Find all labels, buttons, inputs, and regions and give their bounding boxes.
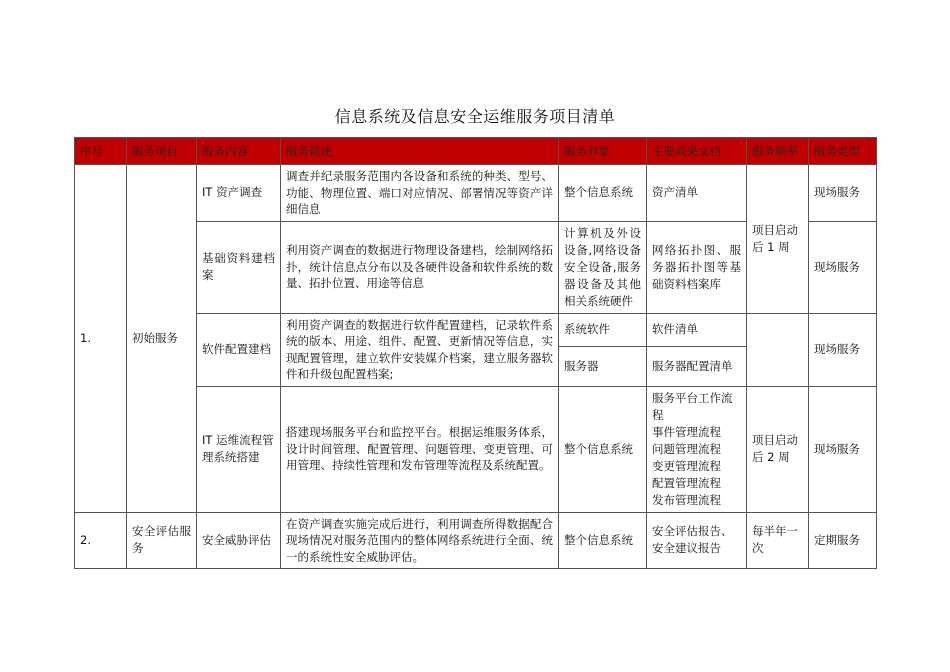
header-cell: 序号 [75,138,127,165]
doc-line: 配置管理流程 [652,475,721,490]
service-description: 搭建现场服务平台和监控平台。根据运维服务体系，设计时间管理、配置管理、问题管理、变更管理、可用管理、持续性管理和发布管理等流程及系统配置。 [281,386,559,512]
service-object: 整个信息系统 [559,165,647,222]
header-cell: 服务简述 [281,138,559,165]
doc-line: 问题管理流程 [652,441,721,456]
row-number: 2. [75,512,127,569]
header-cell: 服务内容 [197,138,281,165]
service-description: 调查并纪录服务范围内各设备和系统的种类、型号、功能、物理位置、端口对应情况、部署情况等资产详细信息 [281,165,559,222]
doc-line: 服务平台工作流程 [652,390,733,422]
service-description: 利用资产调查的数据进行软件配置建档，记录软件系统的版本、用途、组件、配置、更新情况等信息，实现配置管理，建立软件安装媒介档案，建立服务器软件和升级包配置档案; [281,313,559,386]
service-object: 系统软件 [559,313,647,347]
result-document: 服务器配置清单 [647,347,747,386]
service-project: 安全评估服务 [127,512,197,569]
table-row [75,165,877,222]
header-cell: 服务对象 [559,138,647,165]
service-list-table [74,137,877,569]
header-cell: 服务类型 [809,138,877,165]
row-number: 1. [75,165,127,513]
doc-line: 发布管理流程 [652,492,721,507]
service-object: 整个信息系统 [559,512,647,569]
service-content: IT 运维流程管理系统搭建 [197,386,281,512]
service-content: 软件配置建档 [197,313,281,386]
header-cell: 服务频率 [747,138,809,165]
service-content: 基础资料建档案 [197,221,281,313]
doc-line: 事件管理流程 [652,424,721,439]
service-type: 现场服务 [809,221,877,313]
result-document [647,386,747,512]
service-type: 定期服务 [809,512,877,569]
service-description: 在资产调查实施完成后进行，利用调查所得数据配合现场情况对服务范围内的整体网络系统进行全面、统一的系统性安全威胁评估。 [281,512,559,569]
service-object: 整个信息系统 [559,386,647,512]
result-document: 安全评估报告、安全建议报告 [647,512,747,569]
service-description: 利用资产调查的数据进行物理设备建档，绘制网络拓扑，统计信息点分布以及各硬件设备和软件系统的数量、拓扑位置、用途等信息 [281,221,559,313]
service-object: 服务器 [559,347,647,386]
service-type: 现场服务 [809,313,877,386]
service-type: 现场服务 [809,165,877,222]
result-document: 软件清单 [647,313,747,347]
result-document: 资产清单 [647,165,747,222]
service-frequency-empty [747,313,809,386]
page-title: 信息系统及信息安全运维服务项目清单 [334,107,616,126]
table-header-row [75,138,877,165]
service-frequency: 每半年一次 [747,512,809,569]
service-type: 现场服务 [809,386,877,512]
doc-line: 变更管理流程 [652,458,721,473]
result-document: 网络拓扑图、服务器拓扑图等基础资料档案库 [647,221,747,313]
service-object: 计算机及外设设备,网络设备安全设备,服务器设备及其他相关系统硬件 [559,221,647,313]
service-frequency: 项目启动后 2 周 [747,386,809,512]
header-cell: 主要成果文档 [647,138,747,165]
service-content: IT 资产调查 [197,165,281,222]
service-content: 安全威胁评估 [197,512,281,569]
service-frequency: 项目启动后 1 周 [747,165,809,314]
table-row [75,512,877,569]
header-cell: 服务项目 [127,138,197,165]
service-project: 初始服务 [127,165,197,513]
